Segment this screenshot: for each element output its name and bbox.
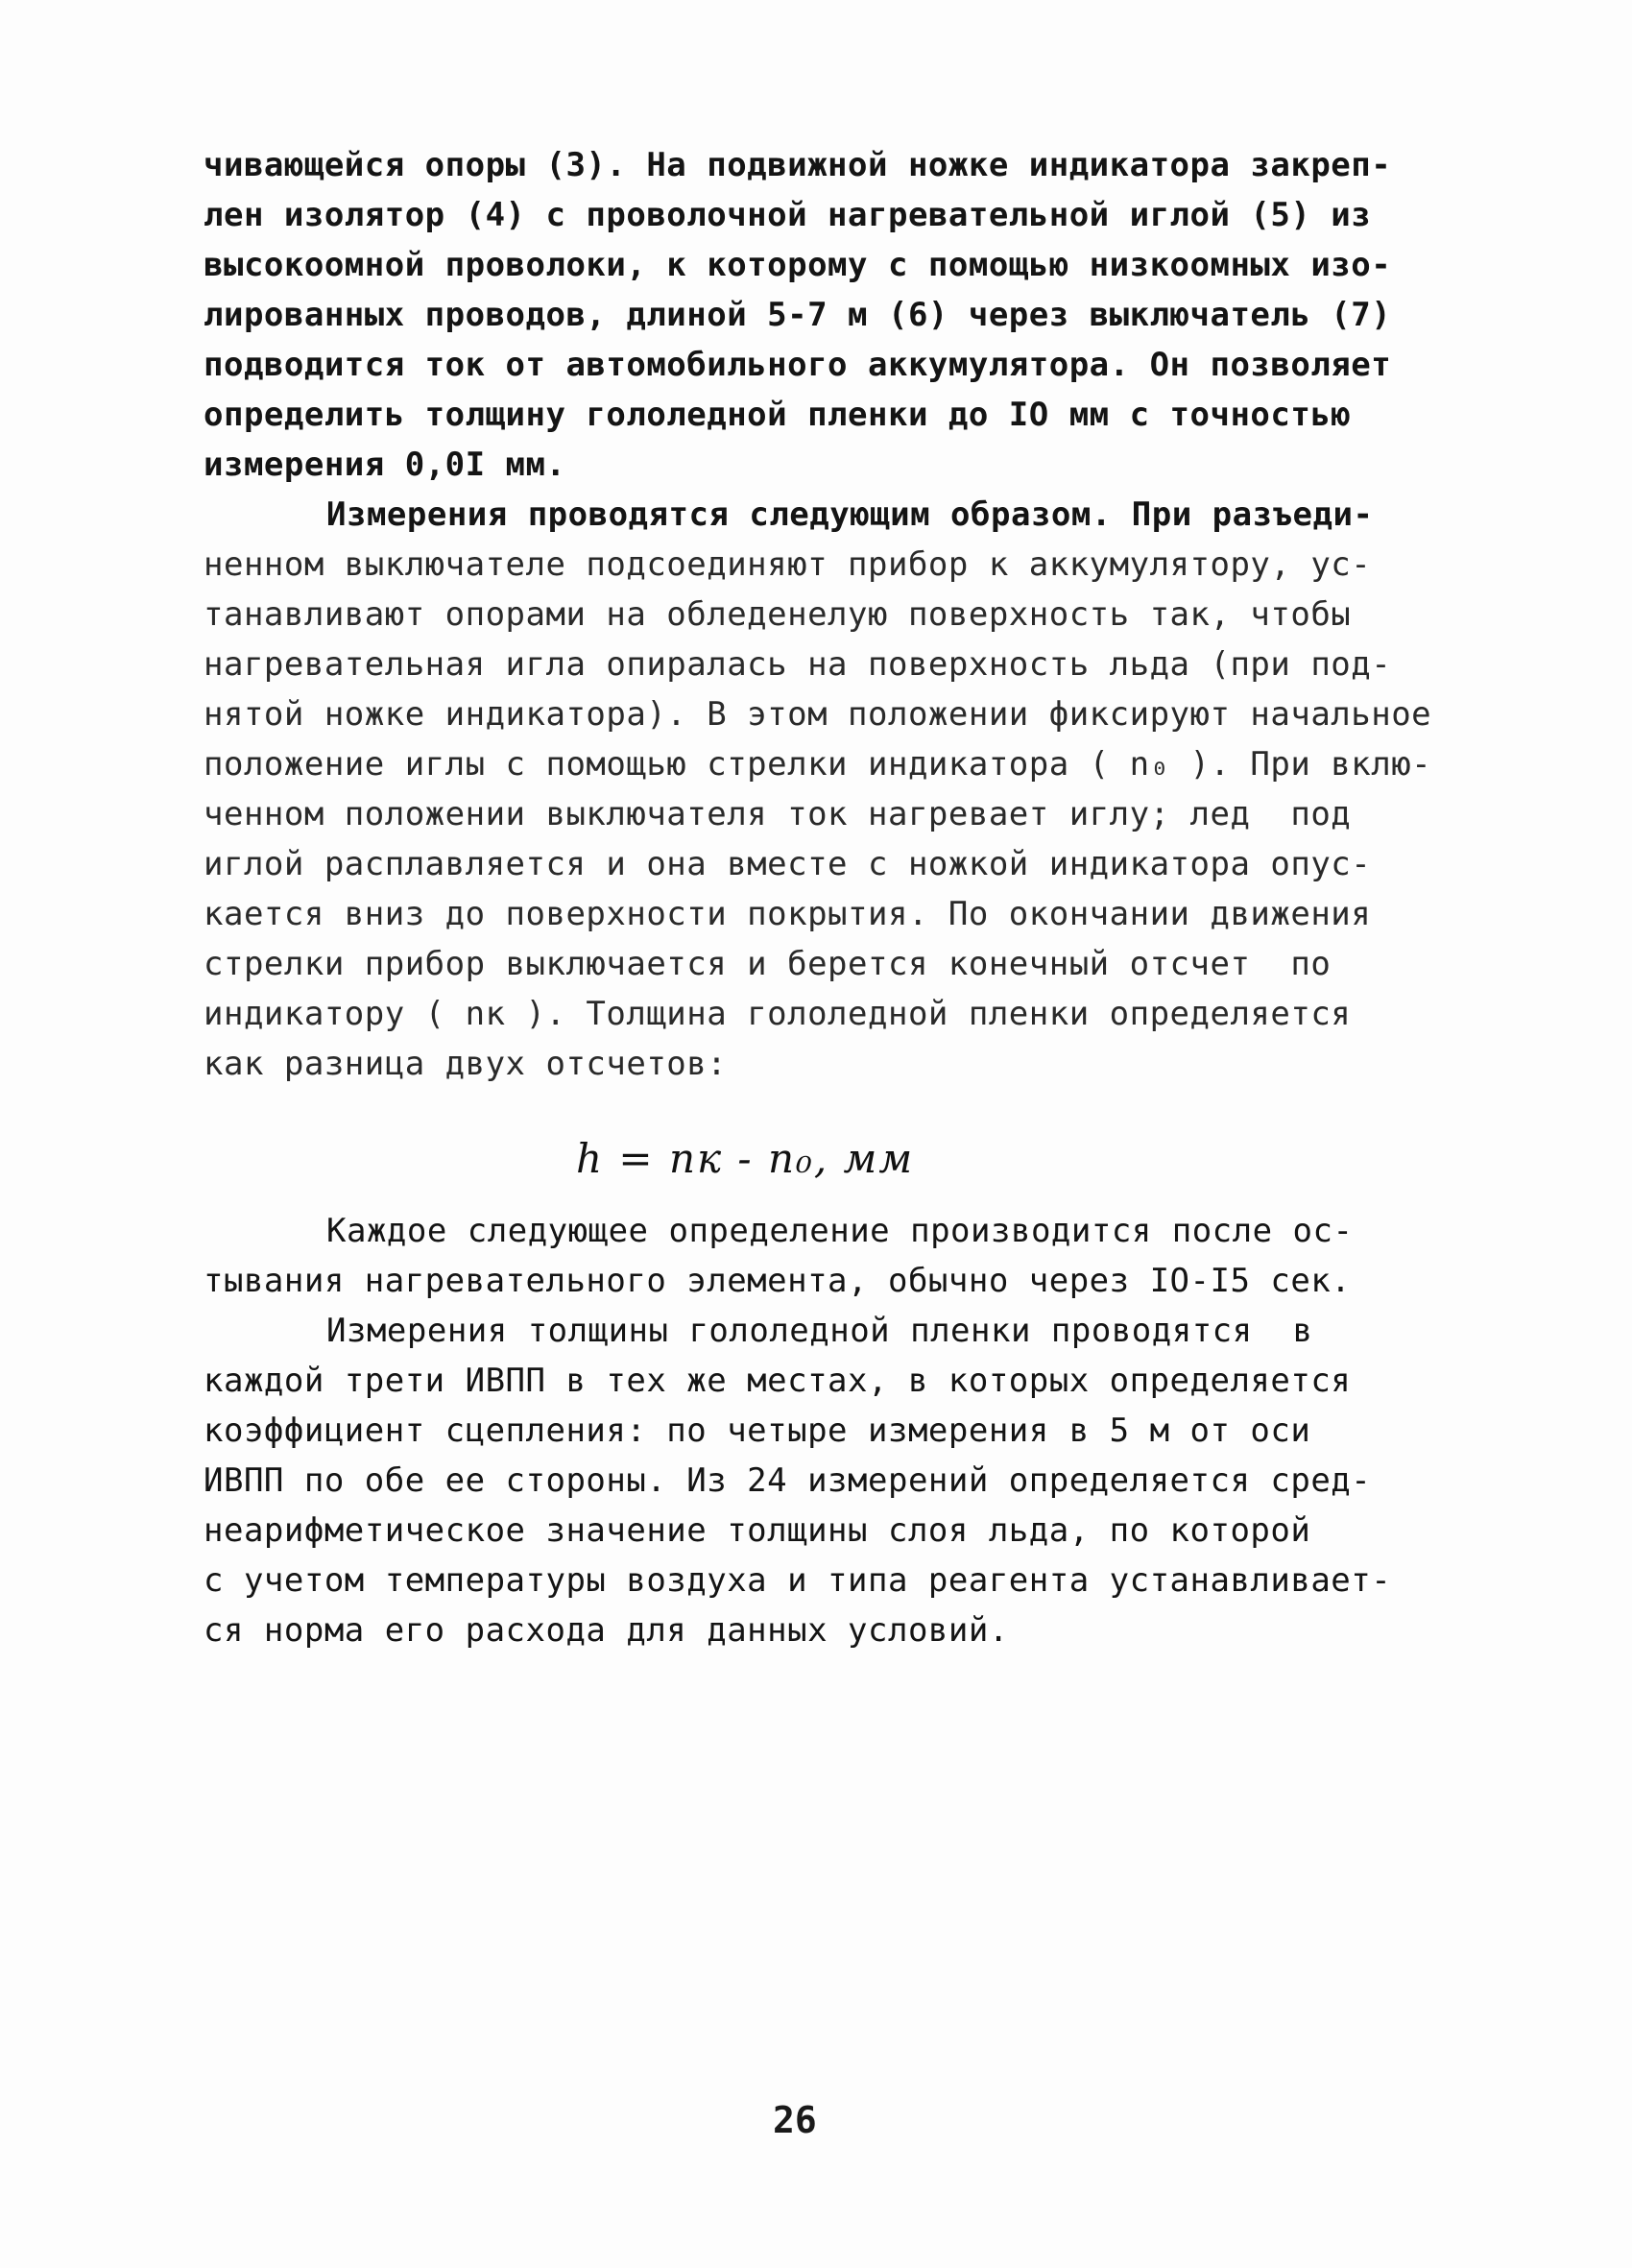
text-line: нятой ножке индикатора). В этом положении фиксируют начальное: [204, 695, 1432, 734]
text-line: как разница двух отсчетов:: [204, 1045, 728, 1083]
text-line: чивающейся опоры (3). На подвижной ножке индикатора закреп-: [204, 146, 1392, 184]
text-line: ненном выключателе подсоединяют прибор к аккумулятору, ус-: [204, 545, 1372, 584]
text-line: тывания нагревательного элемента, обычно через IO-I5 сек.: [204, 1262, 1352, 1300]
text-line: каждой трети ИВПП в тех же местах, в которых определяется: [204, 1362, 1352, 1400]
text-line: положение иглы с помощью стрелки индикатора ( n₀ ). При вклю-: [204, 745, 1432, 784]
text-line: определить толщину гололедной пленки до IO мм с точностью: [204, 396, 1352, 434]
text-line: лированных проводов, длиной 5-7 м (6) через выключатель (7): [204, 296, 1392, 334]
text-line: иглой расплавляется и она вместе с ножкой индикатора опус-: [204, 845, 1372, 883]
text-line: измерения 0,0I мм.: [204, 446, 566, 484]
text-line: ченном положении выключателя ток нагревает иглу; лед под: [204, 795, 1352, 833]
text-line: ИВПП по обе ее стороны. Из 24 измерений определяется сред-: [204, 1461, 1372, 1500]
text-line: кается вниз до поверхности покрытия. По окончании движения: [204, 895, 1372, 933]
page-number: 26: [773, 2099, 817, 2141]
text-line: индикатору ( nк ). Толщина гололедной пленки определяется: [204, 995, 1352, 1033]
text-line: подводится ток от автомобильного аккумулятора. Он позволяет: [204, 346, 1392, 384]
text-line: стрелки прибор выключается и берется конечный отсчет по: [204, 945, 1332, 983]
text-line: танавливают опорами на обледенелую поверхность так, чтобы: [204, 595, 1352, 634]
text-line: неарифметическое значение толщины слоя льда, по которой: [204, 1511, 1311, 1550]
text-line: коэффициент сцепления: по четыре измерения в 5 м от оси: [204, 1411, 1311, 1450]
text-line: лен изолятор (4) с проволочной нагревательной иглой (5) из: [204, 196, 1372, 234]
text-line: нагревательная игла опиралась на поверхность льда (при под-: [204, 645, 1392, 684]
formula: h = nк - n₀, мм: [576, 1135, 915, 1182]
text-line: Каждое следующее определение производится после ос-: [326, 1212, 1354, 1250]
text-line: Измерения проводятся следующим образом. При разъеди-: [326, 495, 1374, 534]
text-line: высокоомной проволоки, к которому с помощью низкоомных изо-: [204, 246, 1392, 284]
body-text-lower: [204, 1206, 1423, 1655]
text-line: ся норма его расхода для данных условий.: [204, 1611, 1009, 1650]
text-line: Измерения толщины гололедной пленки проводятся в: [326, 1312, 1313, 1350]
body-text-upper: [204, 140, 1432, 1089]
text-line: с учетом температуры воздуха и типа реагента устанавливает-: [204, 1561, 1392, 1600]
